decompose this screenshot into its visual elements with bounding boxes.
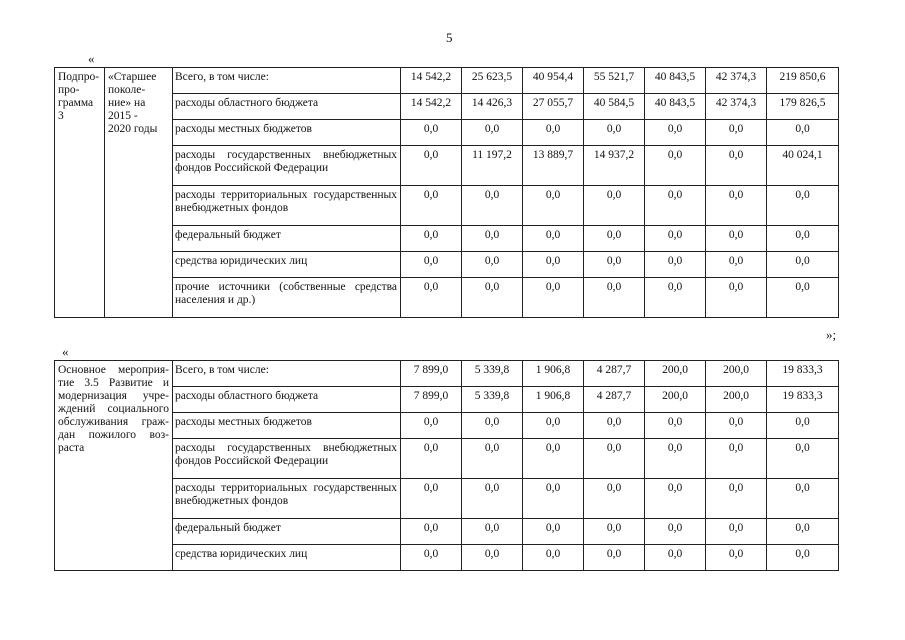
amount-cell: 0,0 (706, 519, 767, 545)
table-row (55, 186, 839, 226)
table-row (55, 226, 839, 252)
measure-label-line: дан пожилого воз- (58, 429, 169, 441)
amount-cell: 0,0 (523, 545, 584, 571)
opening-quote-mark: « (62, 344, 69, 359)
funding-source-cell: расходы территориальных государственных внебюджетных фондов (173, 186, 401, 226)
amount-cell: 0,0 (523, 120, 584, 146)
table-row (55, 146, 839, 186)
funding-source-cell: расходы местных бюджетов (173, 413, 401, 439)
amount-cell: 0,0 (645, 120, 706, 146)
subprogram-name (105, 68, 173, 318)
amount-cell: 0,0 (462, 439, 523, 479)
amount-cell: 0,0 (401, 226, 462, 252)
subprogram-label-line: 3 (58, 110, 64, 122)
funding-source-cell: расходы областного бюджета (173, 94, 401, 120)
amount-cell: 0,0 (584, 519, 645, 545)
amount-cell: 0,0 (706, 413, 767, 439)
amount-cell: 5 339,8 (462, 361, 523, 387)
amount-cell: 200,0 (706, 387, 767, 413)
amount-cell: 0,0 (706, 545, 767, 571)
funding-source-cell: расходы государственных внебюджетных фондов Российской Федерации (173, 146, 401, 186)
funding-source-cell: расходы местных бюджетов (173, 120, 401, 146)
table-row (55, 120, 839, 146)
amount-cell: 0,0 (767, 278, 839, 318)
page-number: 5 (446, 30, 453, 45)
amount-cell: 0,0 (523, 186, 584, 226)
amount-cell: 4 287,7 (584, 387, 645, 413)
table-row (55, 387, 839, 413)
amount-cell: 0,0 (401, 519, 462, 545)
amount-cell: 1 906,8 (523, 361, 584, 387)
funding-source-cell: Всего, в том числе: (173, 68, 401, 94)
funding-source-cell: прочие источники (собственные средства населения и др.) (173, 278, 401, 318)
amount-cell: 0,0 (462, 226, 523, 252)
amount-cell: 0,0 (401, 479, 462, 519)
amount-cell: 200,0 (645, 361, 706, 387)
amount-cell: 0,0 (584, 439, 645, 479)
amount-cell: 0,0 (645, 186, 706, 226)
amount-cell: 0,0 (767, 186, 839, 226)
subprogram-name-line: ние» на (108, 97, 146, 109)
amount-cell: 4 287,7 (584, 361, 645, 387)
amount-cell: 0,0 (584, 252, 645, 278)
amount-cell: 5 339,8 (462, 387, 523, 413)
amount-cell: 40 584,5 (584, 94, 645, 120)
measure-label-line: модернизация учре- (58, 390, 169, 402)
amount-cell: 0,0 (523, 519, 584, 545)
amount-cell: 0,0 (401, 545, 462, 571)
amount-cell: 14 426,3 (462, 94, 523, 120)
amount-cell: 0,0 (523, 479, 584, 519)
funding-source-cell: расходы областного бюджета (173, 387, 401, 413)
amount-cell: 0,0 (767, 439, 839, 479)
amount-cell: 0,0 (645, 519, 706, 545)
amount-cell: 27 055,7 (523, 94, 584, 120)
amount-cell: 0,0 (645, 479, 706, 519)
amount-cell: 0,0 (523, 439, 584, 479)
amount-cell: 0,0 (706, 146, 767, 186)
amount-cell: 0,0 (462, 252, 523, 278)
amount-cell: 0,0 (462, 278, 523, 318)
amount-cell: 0,0 (523, 278, 584, 318)
amount-cell: 200,0 (645, 387, 706, 413)
funding-source-cell: средства юридических лиц (173, 252, 401, 278)
amount-cell: 40 843,5 (645, 94, 706, 120)
subprogram-name-line: 2020 годы (108, 123, 158, 135)
subprogram-label (55, 68, 105, 318)
subprogram-label-line: Подпро- (58, 71, 100, 83)
funding-source-cell: федеральный бюджет (173, 226, 401, 252)
amount-cell: 0,0 (706, 186, 767, 226)
amount-cell: 0,0 (645, 439, 706, 479)
amount-cell: 0,0 (462, 186, 523, 226)
amount-cell: 0,0 (462, 545, 523, 571)
amount-cell: 0,0 (767, 519, 839, 545)
amount-cell: 42 374,3 (706, 94, 767, 120)
amount-cell: 0,0 (523, 252, 584, 278)
amount-cell: 0,0 (706, 252, 767, 278)
amount-cell: 14 542,2 (401, 94, 462, 120)
table-row (55, 479, 839, 519)
amount-cell: 0,0 (584, 413, 645, 439)
amount-cell: 0,0 (645, 146, 706, 186)
amount-cell: 0,0 (767, 413, 839, 439)
amount-cell: 0,0 (767, 479, 839, 519)
amount-cell: 55 521,7 (584, 68, 645, 94)
amount-cell: 11 197,2 (462, 146, 523, 186)
amount-cell: 0,0 (401, 439, 462, 479)
amount-cell: 14 542,2 (401, 68, 462, 94)
amount-cell: 0,0 (462, 413, 523, 439)
measure-label (55, 361, 173, 571)
measure-3-5-budget-table (54, 360, 839, 571)
amount-cell: 0,0 (645, 413, 706, 439)
amount-cell: 40 954,4 (523, 68, 584, 94)
amount-cell: 0,0 (767, 252, 839, 278)
amount-cell: 0,0 (401, 146, 462, 186)
amount-cell: 13 889,7 (523, 146, 584, 186)
amount-cell: 19 833,3 (767, 361, 839, 387)
amount-cell: 0,0 (523, 413, 584, 439)
subprogram-label-line: грамма (58, 97, 94, 109)
amount-cell: 0,0 (401, 413, 462, 439)
amount-cell: 0,0 (401, 278, 462, 318)
table-row (55, 252, 839, 278)
table-row (55, 519, 839, 545)
measure-label-line: тие 3.5 Развитие и (58, 377, 169, 389)
amount-cell: 0,0 (401, 186, 462, 226)
amount-cell: 179 826,5 (767, 94, 839, 120)
table-row (55, 94, 839, 120)
amount-cell: 7 899,0 (401, 361, 462, 387)
amount-cell: 0,0 (706, 278, 767, 318)
amount-cell: 0,0 (584, 226, 645, 252)
measure-label-line: Основное мероприя- (58, 364, 169, 376)
amount-cell: 0,0 (706, 439, 767, 479)
funding-source-cell: средства юридических лиц (173, 545, 401, 571)
amount-cell: 40 024,1 (767, 146, 839, 186)
amount-cell: 14 937,2 (584, 146, 645, 186)
measure-label-line: обслуживания граж- (58, 416, 169, 428)
amount-cell: 0,0 (401, 252, 462, 278)
amount-cell: 0,0 (584, 479, 645, 519)
amount-cell: 25 623,5 (462, 68, 523, 94)
closing-quote-mark: »; (826, 327, 837, 342)
table-row (55, 68, 839, 94)
table-row (55, 278, 839, 318)
amount-cell: 0,0 (767, 226, 839, 252)
funding-source-cell: федеральный бюджет (173, 519, 401, 545)
amount-cell: 0,0 (706, 226, 767, 252)
table-row (55, 361, 839, 387)
amount-cell: 40 843,5 (645, 68, 706, 94)
amount-cell: 0,0 (645, 226, 706, 252)
table-row (55, 413, 839, 439)
amount-cell: 0,0 (523, 226, 584, 252)
amount-cell: 0,0 (767, 120, 839, 146)
amount-cell: 0,0 (462, 120, 523, 146)
amount-cell: 0,0 (645, 252, 706, 278)
funding-source-cell: расходы государственных внебюджетных фондов Российской Федерации (173, 439, 401, 479)
measure-label-line: ждений социального (58, 403, 169, 415)
amount-cell: 0,0 (645, 278, 706, 318)
subprogram-name-line: 2015 - (108, 110, 138, 122)
subprogram-label-line: про- (58, 84, 80, 96)
table-row (55, 545, 839, 571)
amount-cell: 0,0 (645, 545, 706, 571)
opening-quote-mark: « (88, 51, 95, 66)
table-row (55, 439, 839, 479)
amount-cell: 0,0 (584, 120, 645, 146)
amount-cell: 0,0 (584, 186, 645, 226)
amount-cell: 0,0 (584, 278, 645, 318)
subprogram-name-line: поколе- (108, 84, 146, 96)
subprogram-name-line: «Старшее (108, 71, 157, 83)
amount-cell: 42 374,3 (706, 68, 767, 94)
funding-source-cell: расходы территориальных государственных внебюджетных фондов (173, 479, 401, 519)
amount-cell: 0,0 (706, 479, 767, 519)
measure-label-line: раста (58, 442, 85, 454)
amount-cell: 1 906,8 (523, 387, 584, 413)
amount-cell: 219 850,6 (767, 68, 839, 94)
amount-cell: 0,0 (584, 545, 645, 571)
amount-cell: 0,0 (706, 120, 767, 146)
funding-source-cell: Всего, в том числе: (173, 361, 401, 387)
amount-cell: 0,0 (401, 120, 462, 146)
amount-cell: 200,0 (706, 361, 767, 387)
amount-cell: 19 833,3 (767, 387, 839, 413)
amount-cell: 0,0 (462, 519, 523, 545)
amount-cell: 0,0 (767, 545, 839, 571)
amount-cell: 0,0 (462, 479, 523, 519)
subprogram-3-budget-table (54, 67, 839, 318)
amount-cell: 7 899,0 (401, 387, 462, 413)
